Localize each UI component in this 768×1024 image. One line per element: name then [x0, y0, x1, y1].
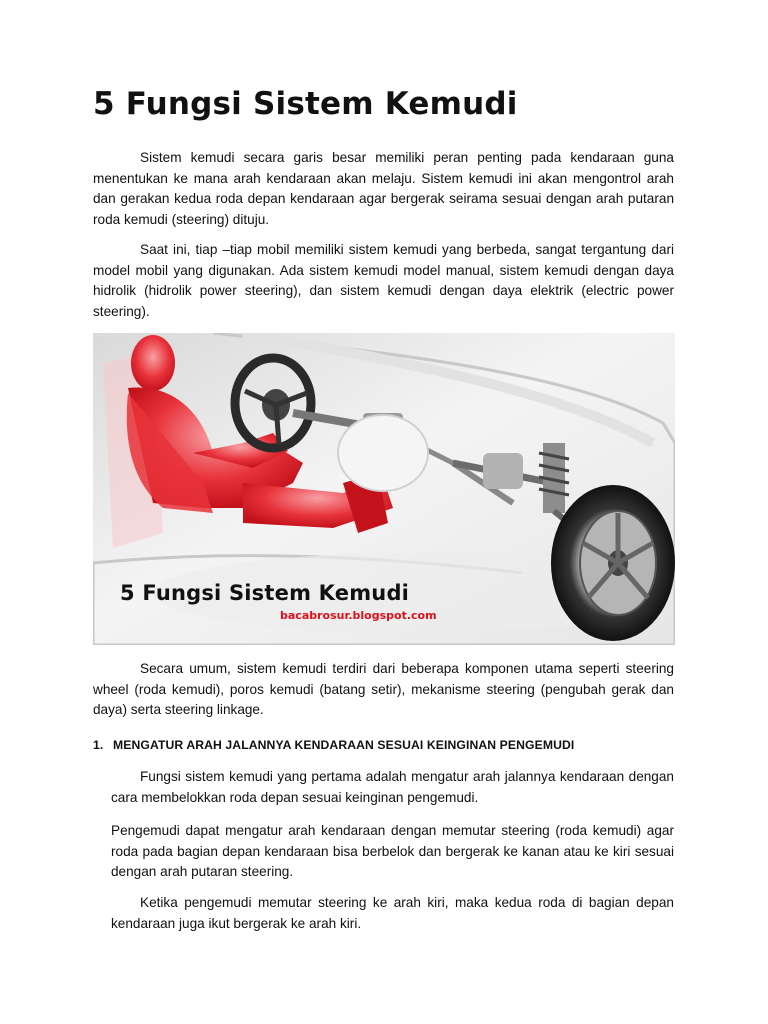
figure-caption-site: bacabrosur.blogspot.com — [280, 609, 437, 622]
paragraph-driver-control: Pengemudi dapat mengatur arah kendaraan dengan memutar steering (roda kemudi) agar roda pada bagian depan kendaraan bisa berbelok dan bergerak ke kanan atau ke kiri sesuai dengan arah putaran steering. — [111, 823, 674, 880]
paragraph-components: Secara umum, sistem kemudi terdiri dari beberapa komponen utama seperti steering wheel (roda kemudi), poros kemudi (batang setir), mekanisme steering (pengubah gerak dan daya) serta steering linkage. — [93, 661, 674, 718]
section-number: 1. — [93, 738, 104, 752]
section-heading-1 — [93, 738, 574, 752]
paragraph-function-1: Fungsi sistem kemudi yang pertama adalah mengatur arah jalannya kendaraan dengan cara membelokkan roda depan sesuai keinginan pengemudi. — [111, 769, 674, 805]
paragraph-types: Saat ini, tiap –tiap mobil memiliki sistem kemudi yang berbeda, sangat tergantung dari model mobil yang digunakan. Ada sistem kemudi model manual, sistem kemudi dengan daya hidrolik (hidrolik power steering), dan sistem kemudi dengan daya elektrik (electric power steering). — [93, 242, 674, 320]
steering-system-figure — [93, 333, 675, 645]
section-title: MENGATUR ARAH JALANNYA KENDARAAN SESUAI KEINGINAN PENGEMUDI — [113, 738, 575, 752]
paragraph-intro: Sistem kemudi secara garis besar memiliki peran penting pada kendaraan guna menentukan ke mana arah kendaraan akan melaju. Sistem kemudi ini akan mengontrol arah dan gerakan kedua roda depan kendaraan agar bergerak seirama sesuai dengan arah putaran roda kemudi (steering) dituju. — [93, 150, 674, 228]
paragraph-turn-left: Ketika pengemudi memutar steering ke arah kiri, maka kedua roda di bagian depan kendaraan juga ikut bergerak ke arah kiri. — [111, 895, 674, 931]
page-title: 5 Fungsi Sistem Kemudi — [93, 86, 518, 122]
figure-caption-title: 5 Fungsi Sistem Kemudi — [120, 581, 410, 605]
front-wheel-icon — [551, 485, 675, 641]
